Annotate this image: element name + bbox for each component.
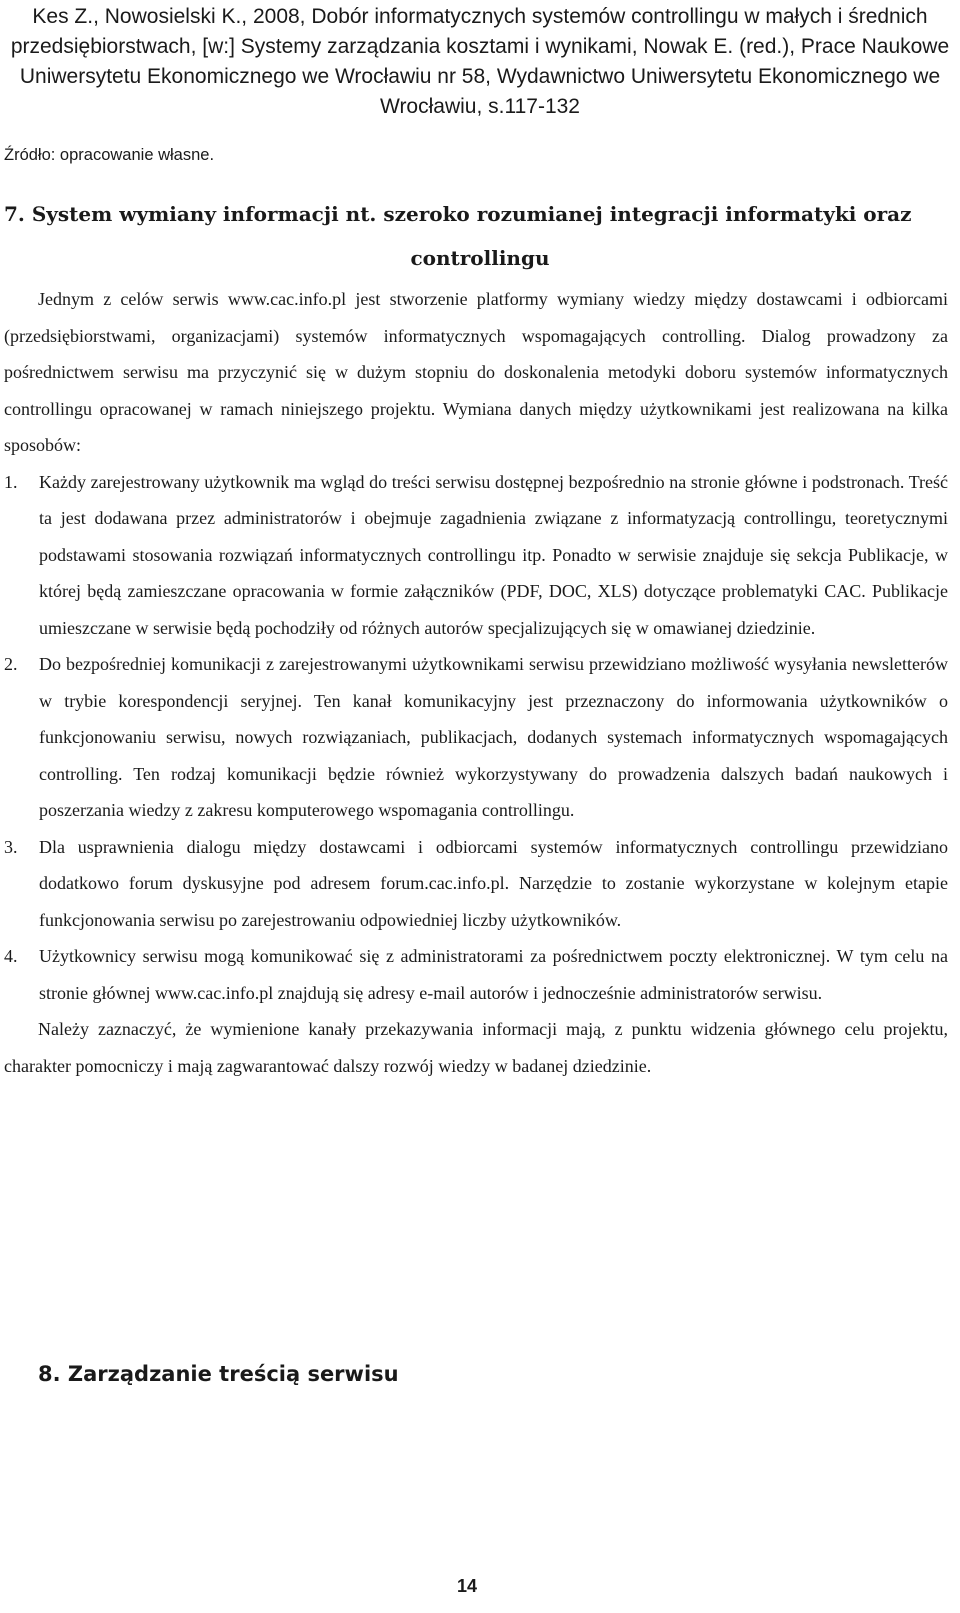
- list-item-text: Użytkownicy serwisu mogą komunikować się z administratorami za pośrednictwem poczty elektronicznej. W tym celu na stronie głównej www.cac.info.pl znajdują się adresy e-mail autorów i jednocześnie administratorów serwisu.: [39, 946, 948, 1003]
- list-item-text: Każdy zarejestrowany użytkownik ma wgląd do treści serwisu dostępnej bezpośrednio na stronie główne i podstronach. Treść ta jest dodawana przez administratorów i obejmuje zagadnienia związane z informatyzacją controllingu, teoretycznymi podstawami stosowania rozwiązań informatycznych controllingu itp. Ponadto w serwisie znajduje się sekcja Publikacje, w której będą zamieszczane opracowania w formie załączników (PDF, DOC, XLS) dotyczące problematyki CAC. Publikacje umieszczane w serwisie będą pochodziły od różnych autorów specjalizujących się w omawianej dziedzinie.: [39, 471, 948, 638]
- closing-paragraph: Należy zaznaczyć, że wymienione kanały przekazywania informacji mają, z punktu widzenia głównego celu projektu, charakter pomocniczy i mają zagwarantować dalszy rozwój wiedzy w badanej dziedzinie.: [4, 1019, 948, 1076]
- page-number: 14: [456, 1576, 478, 1596]
- list-item: [4, 646, 948, 829]
- list-item-number: 4.: [4, 946, 18, 966]
- list-item-number: 3.: [4, 836, 18, 857]
- list-item-number: 1.: [4, 471, 18, 492]
- bibliographic-citation: Kes Z., Nowosielski K., 2008, Dobór informatycznych systemów controllingu w małych i średnich przedsiębiorstwach, [w:] Systemy zarządzania kosztami i wynikami, Nowak E. (red.), Prace Naukowe Uniwersytetu Ekonomicznego we Wrocławiu nr 58, Wydawnictwo Uniwersytetu Ekonomicznego we Wrocławiu, s.117-132: [10, 5, 950, 118]
- section-8-heading: 8. Zarządzanie treścią serwisu: [38, 1362, 399, 1386]
- intro-paragraph: Jednym z celów serwis www.cac.info.pl jest stworzenie platformy wymiany wiedzy między dostawcami i odbiorcami (przedsiębiorstwami, organizacjami) systemów informatycznych wspomagających controlling. Dialog prowadzony za pośrednictwem serwisu ma przyczynić się w dużym stopniu do doskonalenia metodyki doboru systemów informatycznych controllingu opracowanej w ramach niniejszego projektu. Wymiana danych między użytkownikami jest realizowana na kilka sposobów:: [4, 289, 948, 455]
- list-item-number: 2.: [4, 654, 18, 674]
- channels-list: [4, 464, 948, 1012]
- section-7-heading-line1: 7. System wymiany informacji nt. szeroko rozumianej integracji informatyki oraz: [4, 202, 912, 226]
- list-item: [4, 938, 948, 1011]
- source-note: Źródło: opracowanie własne.: [4, 146, 215, 164]
- section-7-heading-line2: controllingu: [410, 246, 550, 270]
- list-item-text: Dla usprawnienia dialogu między dostawcami i odbiorcami systemów informatycznych controllingu przewidziano dodatkowo forum dyskusyjne pod adresem forum.cac.info.pl. Narzędzie to zostanie wykorzystane w kolejnym etapie funkcjonowania serwisu po zarejestrowaniu odpowiedniej liczby użytkowników.: [39, 836, 948, 930]
- body-text: [4, 281, 948, 1084]
- list-item-text: Do bezpośredniej komunikacji z zarejestrowanymi użytkownikami serwisu przewidziano możliwość wysyłania newsletterów w trybie korespondencji seryjnej. Ten kanał komunikacyjny jest przeznaczony do informowania użytkowników o funkcjonowaniu serwisu, nowych rozwiązaniach, publikacjach, dodanych systemach informatycznych wspomagających controlling. Ten rodzaj komunikacji będzie również wykorzystywany do prowadzenia dalszych badań naukowych i poszerzania wiedzy z zakresu komputerowego wspomagania controllingu.: [39, 654, 948, 820]
- section-7-heading: [4, 192, 956, 280]
- list-item: [4, 464, 948, 647]
- list-item: [4, 829, 948, 939]
